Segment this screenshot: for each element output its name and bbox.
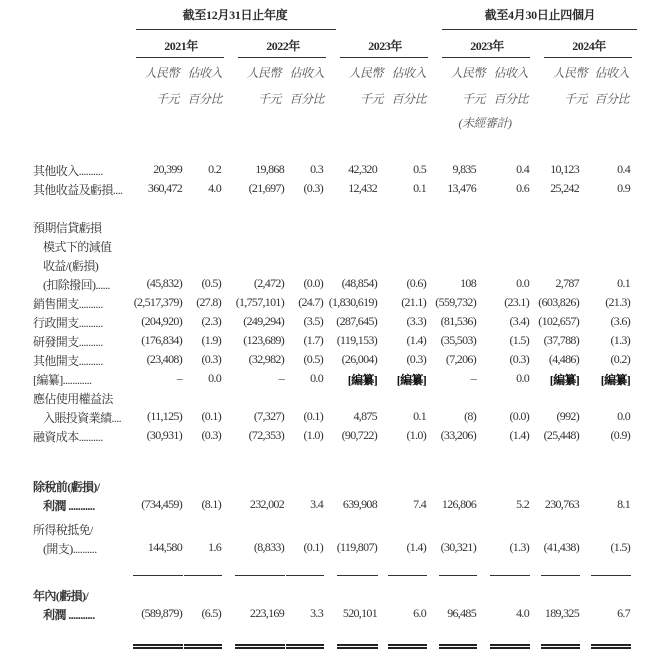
percent-cell: (1.9) — [201, 333, 221, 347]
amount-cell: 4,875 — [353, 409, 377, 423]
amount-cell: (30,931) — [146, 428, 182, 442]
amount-cell: (176,834) — [141, 333, 182, 347]
header-rule-years — [136, 29, 336, 30]
amount-cell: 13,476 — [447, 181, 476, 195]
subtotal-underline — [184, 575, 222, 576]
percent-cell: (23.1) — [504, 295, 529, 309]
percent-cell: 6.0 — [413, 606, 426, 620]
percent-cell: (1.0) — [406, 428, 426, 442]
amount-cell: – — [278, 371, 284, 385]
percent-cell: 0.1 — [413, 409, 426, 423]
amount-cell: (23,408) — [146, 352, 182, 366]
amount-cell: (2,472) — [253, 276, 284, 290]
percent-cell: (0.9) — [610, 428, 630, 442]
amount-cell: (119,807) — [336, 540, 377, 554]
amount-cell: (992) — [556, 409, 579, 423]
percent-cell: (8.1) — [201, 497, 221, 511]
percent-cell: 0.0 — [310, 371, 323, 385]
percent-cell: 0.1 — [413, 181, 426, 195]
subtotal-underline — [133, 575, 183, 576]
percent-cell: (1.5) — [610, 540, 630, 554]
percent-cell: [編纂] — [396, 373, 426, 387]
amount-cell: 2,787 — [555, 276, 579, 290]
year-rule-2023-4m — [442, 57, 530, 58]
amount-cell: – — [470, 371, 476, 385]
row-label: 行政開支.......... — [33, 316, 103, 330]
unit-pct: 佔收入 百分比 — [391, 66, 426, 106]
row-label: 入賬投資業績.... — [43, 411, 122, 425]
amount-cell: 232,002 — [249, 497, 284, 511]
total-double-underline — [337, 644, 378, 649]
amount-cell: (90,722) — [341, 428, 377, 442]
percent-cell: 0.3 — [310, 162, 323, 176]
amount-cell: (2,517,379) — [133, 295, 182, 309]
percent-cell: [編纂] — [600, 373, 630, 387]
percent-cell: (6.5) — [201, 606, 221, 620]
percent-cell: (3.5) — [303, 314, 323, 328]
amount-cell: (8) — [464, 409, 476, 423]
row-label: [編纂]............ — [33, 373, 92, 387]
row-label: 模式下的減值 — [43, 240, 112, 254]
percent-cell: (0.0) — [303, 276, 323, 290]
amount-cell: 230,763 — [544, 497, 579, 511]
percent-cell: (0.0) — [509, 409, 529, 423]
total-double-underline — [388, 644, 427, 649]
unit-rmb: 人民幣 千元 — [450, 66, 485, 106]
year-2024-4m: 2024年 — [572, 39, 606, 53]
amount-cell: (72,353) — [248, 428, 284, 442]
row-label: (扣除撥回)...... — [43, 278, 110, 292]
table-row — [0, 181, 655, 200]
percent-cell: (1.4) — [406, 540, 426, 554]
row-label-line — [0, 587, 655, 606]
row-label: 利潤 ........... — [43, 499, 95, 513]
percent-cell: 5.2 — [516, 497, 529, 511]
row-label: 融資成本.......... — [33, 430, 103, 444]
row-label: 其他開支.......... — [33, 354, 103, 368]
percent-cell: 0.0 — [516, 276, 529, 290]
table-row — [0, 352, 655, 371]
percent-cell: 0.9 — [617, 181, 630, 195]
percent-cell: (1.7) — [303, 333, 323, 347]
year-2023: 2023年 — [368, 39, 402, 53]
percent-cell: (3.4) — [509, 314, 529, 328]
table-row — [0, 333, 655, 352]
amount-cell: (26,004) — [341, 352, 377, 366]
amount-cell: (32,982) — [248, 352, 284, 366]
row-label: 研發開支.......... — [33, 335, 103, 349]
percent-cell: (21.3) — [605, 295, 630, 309]
subtotal-underline — [541, 575, 580, 576]
percent-cell: (0.3) — [406, 352, 426, 366]
amount-cell: (30,321) — [440, 540, 476, 554]
amount-cell: (559,732) — [435, 295, 476, 309]
row-label-line — [0, 478, 655, 497]
percent-cell: 0.0 — [516, 371, 529, 385]
percent-cell: (1.3) — [610, 333, 630, 347]
amount-cell: 25,242 — [550, 181, 579, 195]
amount-cell: (102,657) — [538, 314, 579, 328]
percent-cell: 0.4 — [516, 162, 529, 176]
header-rule-months — [442, 29, 637, 30]
amount-cell: (21,697) — [248, 181, 284, 195]
table-row — [0, 162, 655, 181]
subtotal-underline — [388, 575, 427, 576]
total-double-underline — [286, 644, 324, 649]
amount-cell: 360,472 — [147, 181, 182, 195]
percent-cell: (0.3) — [303, 181, 323, 195]
amount-cell: 96,485 — [447, 606, 476, 620]
amount-cell: (123,689) — [243, 333, 284, 347]
amount-cell: – — [176, 371, 182, 385]
amount-cell: (4,486) — [548, 352, 579, 366]
percent-cell: 0.6 — [516, 181, 529, 195]
amount-cell: (48,854) — [341, 276, 377, 290]
amount-cell: 12,432 — [348, 181, 377, 195]
percent-cell: (0.1) — [201, 409, 221, 423]
row-label: 所得稅抵免/ — [33, 523, 93, 537]
total-double-underline — [490, 644, 530, 649]
amount-cell: (249,294) — [243, 314, 284, 328]
percent-cell: 0.0 — [208, 371, 221, 385]
subtotal-underline — [337, 575, 378, 576]
percent-cell: (0.5) — [201, 276, 221, 290]
table-row — [0, 314, 655, 333]
percent-cell: 0.0 — [617, 409, 630, 423]
year-rule-2022 — [238, 57, 326, 58]
unit-rmb: 人民幣 千元 — [144, 66, 179, 106]
amount-cell: (45,832) — [146, 276, 182, 290]
percent-cell: 3.3 — [310, 606, 323, 620]
total-double-underline — [591, 644, 631, 649]
amount-cell: (119,153) — [336, 333, 377, 347]
amount-cell: 126,806 — [441, 497, 476, 511]
percent-cell: (1.3) — [509, 540, 529, 554]
total-double-underline — [439, 644, 477, 649]
unit-pct: 佔收入 百分比 — [289, 66, 324, 106]
amount-cell: 144,580 — [147, 540, 182, 554]
amount-cell: (589,879) — [141, 606, 182, 620]
percent-cell: (21.1) — [401, 295, 426, 309]
row-label-line — [0, 238, 655, 257]
unit-rmb: 人民幣 千元 — [348, 66, 383, 106]
amount-cell: (1,830,619) — [328, 295, 377, 309]
percent-cell: 0.1 — [617, 276, 630, 290]
table-row — [0, 371, 655, 390]
amount-cell: 9,835 — [452, 162, 476, 176]
unit-pct: 佔收入 百分比 — [493, 66, 528, 106]
row-label: 預期信貸虧損 — [33, 221, 102, 235]
percent-cell: (3.3) — [406, 314, 426, 328]
row-label-line — [0, 390, 655, 409]
percent-cell: (0.2) — [610, 352, 630, 366]
amount-cell: 108 — [460, 276, 476, 290]
percent-cell: (27.8) — [196, 295, 221, 309]
table-row — [0, 276, 655, 295]
row-label: 除稅前(虧損)/ — [33, 480, 100, 494]
subtotal-underline — [439, 575, 477, 576]
amount-cell: 189,325 — [544, 606, 579, 620]
year-rule-2023 — [340, 57, 428, 58]
subtotal-underline — [286, 575, 324, 576]
percent-cell: (0.1) — [303, 540, 323, 554]
amount-cell: (734,459) — [141, 497, 182, 511]
percent-cell: 4.0 — [516, 606, 529, 620]
percent-cell: 7.4 — [413, 497, 426, 511]
table-row — [0, 409, 655, 428]
unit-pct: 佔收入 百分比 — [187, 66, 222, 106]
percent-cell: 0.2 — [208, 162, 221, 176]
year-2023-4m: 2023年 — [470, 39, 504, 53]
amount-cell: (603,826) — [538, 295, 579, 309]
amount-cell: [編纂] — [347, 373, 377, 387]
percent-cell: (1.0) — [303, 428, 323, 442]
amount-cell: [編纂] — [549, 373, 579, 387]
year-2021: 2021年 — [164, 39, 198, 53]
amount-cell: 19,868 — [255, 162, 284, 176]
amount-cell: (7,206) — [445, 352, 476, 366]
amount-cell: (8,833) — [253, 540, 284, 554]
amount-cell: 639,908 — [342, 497, 377, 511]
unit-rmb: 人民幣 千元 — [552, 66, 587, 106]
total-double-underline — [184, 644, 222, 649]
amount-cell: 520,101 — [342, 606, 377, 620]
row-label-line — [0, 219, 655, 238]
percent-cell: (1.4) — [509, 428, 529, 442]
percent-cell: (0.5) — [303, 352, 323, 366]
subtotal-underline — [591, 575, 631, 576]
header-group-months: 截至4月30日止四個月 — [484, 8, 596, 22]
unit-rmb: 人民幣 千元 — [246, 66, 281, 106]
total-double-underline — [541, 644, 580, 649]
percent-cell: (0.3) — [509, 352, 529, 366]
amount-cell: (287,645) — [336, 314, 377, 328]
table-row — [0, 606, 655, 625]
percent-cell: (0.3) — [201, 428, 221, 442]
amount-cell: 223,169 — [249, 606, 284, 620]
percent-cell: (1.4) — [406, 333, 426, 347]
amount-cell: (204,920) — [141, 314, 182, 328]
row-label: 收益/(虧損) — [43, 259, 99, 273]
year-2022: 2022年 — [266, 39, 300, 53]
row-label: 應佔使用權益法 — [33, 392, 113, 406]
amount-cell: (37,788) — [543, 333, 579, 347]
row-label: 年內(虧損)/ — [33, 589, 89, 603]
percent-cell: 1.6 — [208, 540, 221, 554]
percent-cell: 0.4 — [617, 162, 630, 176]
percent-cell: 4.0 — [208, 181, 221, 195]
subtotal-underline — [490, 575, 530, 576]
percent-cell: (24.7) — [298, 295, 323, 309]
amount-cell: (25,448) — [543, 428, 579, 442]
row-label: 其他收益及虧損.... — [33, 183, 123, 197]
amount-cell: 42,320 — [348, 162, 377, 176]
amount-cell: (33,206) — [440, 428, 476, 442]
unit-pct: 佔收入 百分比 — [594, 66, 629, 106]
percent-cell: (0.6) — [406, 276, 426, 290]
percent-cell: (3.6) — [610, 314, 630, 328]
amount-cell: (1,757,101) — [235, 295, 284, 309]
percent-cell: 8.1 — [617, 497, 630, 511]
amount-cell: (7,327) — [253, 409, 284, 423]
row-label: 銷售開支.......... — [33, 297, 103, 311]
amount-cell: (81,536) — [440, 314, 476, 328]
amount-cell: 10,123 — [550, 162, 579, 176]
amount-cell: (41,438) — [543, 540, 579, 554]
total-double-underline — [235, 644, 285, 649]
amount-cell: (35,503) — [440, 333, 476, 347]
percent-cell: 3.4 — [310, 497, 323, 511]
table-row — [0, 497, 655, 516]
row-label: 利潤 ........... — [43, 608, 95, 622]
row-label-line — [0, 521, 655, 540]
amount-cell: (11,125) — [147, 409, 182, 423]
percent-cell: (2.3) — [201, 314, 221, 328]
amount-cell: 20,399 — [153, 162, 182, 176]
year-rule-2021 — [136, 57, 224, 58]
year-rule-2024-4m — [544, 57, 632, 58]
table-row — [0, 540, 655, 559]
row-label: 其他收入.......... — [33, 164, 103, 178]
percent-cell: 0.5 — [413, 162, 426, 176]
percent-cell: (0.1) — [303, 409, 323, 423]
table-row — [0, 428, 655, 447]
subtotal-underline — [235, 575, 285, 576]
percent-cell: 6.7 — [617, 606, 630, 620]
header-group-years: 截至12月31日止年度 — [182, 8, 288, 22]
row-label-line — [0, 257, 655, 276]
row-label: (開支).......... — [43, 542, 97, 556]
total-double-underline — [133, 644, 183, 649]
unaudited-note: (未經審計) — [458, 116, 512, 130]
percent-cell: (0.3) — [201, 352, 221, 366]
table-row — [0, 295, 655, 314]
percent-cell: (1.5) — [509, 333, 529, 347]
